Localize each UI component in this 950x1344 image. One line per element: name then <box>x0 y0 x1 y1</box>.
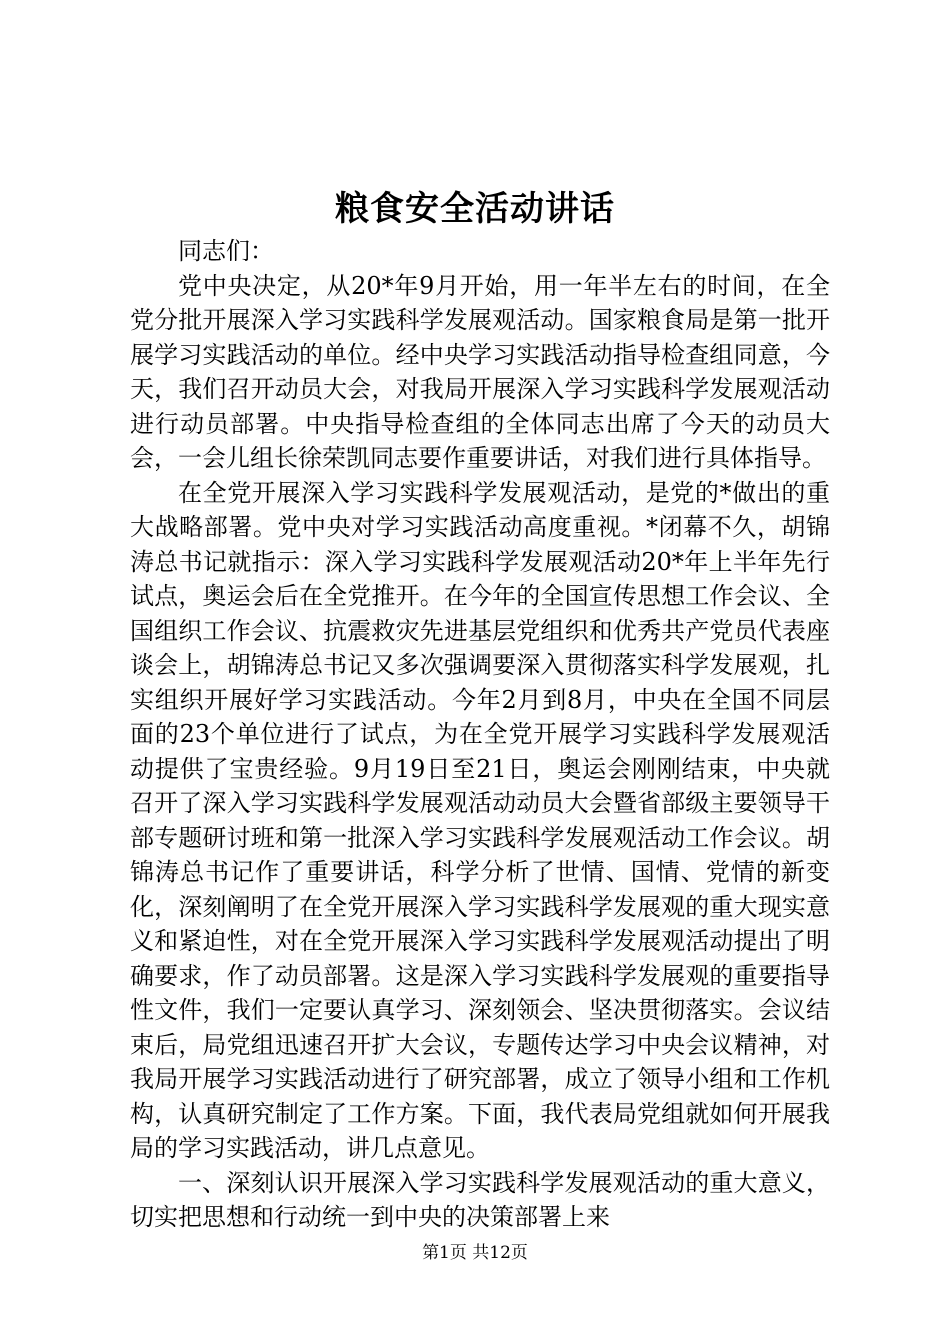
paragraph-2: 在全党开展深入学习实践科学发展观活动，是党的*做出的重大战略部署。党中央对学习实践活动高度重视。*闭幕不久，胡锦涛总书记就指示：深入学习实践科学发展观活动20*年上半年先行试点，奥运会后在全党推开。在今年的全国宣传思想工作会议、全国组织工作会议、抗震救灾先进基层党组织和优秀共产党员代表座谈会上，胡锦涛总书记又多次强调要深入贯彻落实科学发展观，扎实组织开展好学习实践活动。今年2月到8月，中央在全国不同层面的23个单位进行了试点，为在全党开展学习实践科学发展观活动提供了宝贵经验。9月19日至21日，奥运会刚刚结束，中央就召开了深入学习实践科学发展观活动动员大会暨省部级主要领导干部专题研讨班和第一批深入学习实践科学发展观活动工作会议。胡锦涛总书记作了重要讲话，科学分析了世情、国情、党情的新变化，深刻阐明了在全党开展深入学习实践科学发展观的重大现实意义和紧迫性，对在全党开展深入学习实践科学发展观活动提出了明确要求，作了动员部署。这是深入学习实践科学发展观的重要指导性文件，我们一定要认真学习、深刻领会、坚决贯彻落实。会议结束后，局党组迅速召开扩大会议，专题传达学习中央会议精神，对我局开展学习实践活动进行了研究部署，成立了领导小组和工作机构，认真研究制定了工作方案。下面，我代表局党组就如何开展我局的学习实践活动，讲几点意见。 <box>130 478 830 1162</box>
section-heading-1: 一、深刻认识开展深入学习实践科学发展观活动的重大意义，切实把思想和行动统一到中央的决策部署上来 <box>130 1168 830 1231</box>
salutation: 同志们： <box>178 237 274 265</box>
page-footer: 第1页 共12页 <box>422 1243 528 1263</box>
document-title: 粮食安全活动讲话 <box>335 189 615 229</box>
paragraph-1: 党中央决定，从20*年9月开始，用一年半左右的时间，在全党分批开展深入学习实践科学发展观活动。国家粮食局是第一批开展学习实践活动的单位。经中央学习实践活动指导检查组同意，今天，我们召开动员大会，对我局开展深入学习实践科学发展观活动进行动员部署。中央指导检查组的全体同志出席了今天的动员大会，一会儿组长徐荣凯同志要作重要讲话，对我们进行具体指导。 <box>130 271 830 472</box>
document-body <box>130 234 830 1235</box>
